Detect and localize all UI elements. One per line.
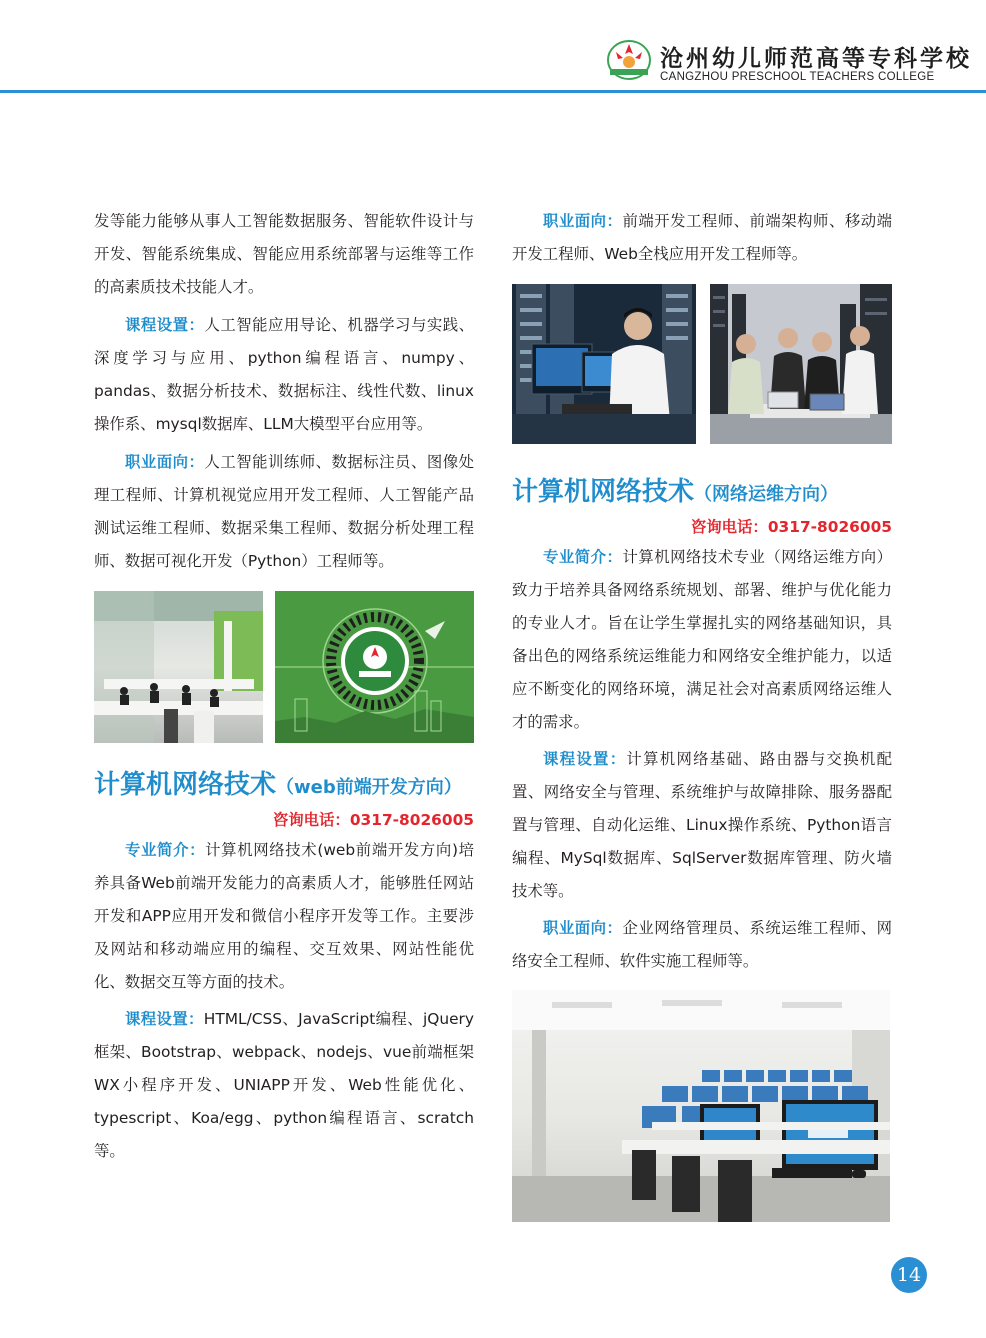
ops-intro-text: 计算机网络技术专业（网络运维方向）致力于培养具备网络系统规划、部署、维护与优化能力的专业人才。旨在让学生掌握扎实的网络基础知识，具备出色的网络系统运维能力和网络安全维护能力，以适应不断变化的网络环境，满足社会对高素质网络运维人才的需求。 [512, 548, 892, 731]
web-jobs-label: 职业面向： [543, 212, 623, 230]
ops-section-title [512, 474, 892, 513]
school-name-cn: 沧州幼儿师范高等专科学校 [660, 45, 972, 72]
web-title-sub: （web前端开发方向） [276, 777, 462, 798]
ops-title-main: 计算机网络技术 [512, 477, 695, 507]
ops-consult-phone: 咨询电话：0317-8026005 [690, 518, 892, 536]
right-photo-row [512, 284, 892, 444]
ai-intro-continued: 发等能力能够从事人工智能数据服务、智能软件设计与开发、智能系统集成、智能应用系统部署与运维等工作的高素质技术技能人才。 [94, 212, 474, 296]
server-room-photo [512, 284, 696, 444]
ops-jobs-text: 企业网络管理员、系统运维工程师、网络安全工程师、软件实施工程师等。 [512, 919, 892, 970]
right-column [512, 205, 892, 1222]
computer-lab-photo [512, 990, 890, 1222]
header-divider [0, 90, 986, 93]
ops-intro-paragraph [512, 541, 892, 739]
web-jobs-paragraph [512, 205, 892, 271]
web-section-title [94, 767, 474, 806]
page-number-badge: 14 [891, 1257, 927, 1293]
web-courses-paragraph [94, 1003, 474, 1168]
ops-courses-label: 课程设置： [543, 750, 627, 768]
web-intro-text: 计算机网络技术(web前端开发方向)培养具备Web前端开发能力的高素质人才，能够胜任网站开发和APP应用开发和微信小程序开发等工作。主要涉及网站和移动端应用的编程、交互效果、网站性能优化、数据交互等方面的技术。 [94, 841, 474, 991]
page-header [0, 0, 986, 96]
students-lab-photo [710, 284, 892, 444]
web-intro-label: 专业简介： [125, 841, 206, 859]
school-name-en: CANGZHOU PRESCHOOL TEACHERS COLLEGE [660, 71, 935, 83]
ai-courses-paragraph [94, 309, 474, 441]
campus-field-photo [275, 591, 474, 743]
web-jobs-text: 前端开发工程师、前端架构师、移动端开发工程师、Web全栈应用开发工程师等。 [512, 212, 892, 263]
ai-courses-label: 课程设置： [125, 316, 205, 334]
web-intro-paragraph [94, 834, 474, 999]
web-consult-phone: 咨询电话：0317-8026005 [272, 811, 474, 829]
ops-intro-label: 专业简介： [543, 548, 623, 566]
ai-jobs-label: 职业面向： [125, 453, 205, 471]
ai-courses-text: 人工智能应用导论、机器学习与实践、深度学习与应用、python编程语言、numpy、pandas、数据分析技术、数据标注、线性代数、linux操作系、mysql数据库、LLM大模型平台应用等。 [94, 316, 474, 433]
ops-courses-text: 计算机网络基础、路由器与交换机配置、网络安全与管理、系统维护与故障排除、服务器配置与管理、自动化运维、Linux操作系统、Python语言编程、MySql数据库、SqlServer数据库管理、防火墙技术等。 [512, 750, 892, 900]
ai-jobs-text: 人工智能训练师、数据标注员、图像处理工程师、计算机视觉应用开发工程师、人工智能产品测试运维工程师、数据采集工程师、数据分析处理工程师、数据可视化开发（Python）工程师等。 [94, 453, 474, 570]
left-column [94, 205, 474, 1168]
web-courses-label: 课程设置： [125, 1010, 204, 1028]
ops-courses-paragraph [512, 743, 892, 908]
ai-jobs-paragraph [94, 446, 474, 578]
ops-jobs-paragraph [512, 912, 892, 978]
ops-title-sub: （网络运维方向） [694, 484, 839, 505]
web-title-main: 计算机网络技术 [94, 770, 277, 800]
school-logo-icon [606, 40, 652, 82]
web-courses-text: HTML/CSS、JavaScript编程、jQuery框架、Bootstrap、webpack、nodejs、vue前端框架 WX小程序开发、UNIAPP开发、Web性能优化、typescript、Koa/egg、python编程语言、scratch等。 [94, 1010, 474, 1160]
ops-jobs-label: 职业面向： [543, 919, 623, 937]
office-photo [94, 591, 263, 743]
left-photo-row [94, 591, 474, 743]
